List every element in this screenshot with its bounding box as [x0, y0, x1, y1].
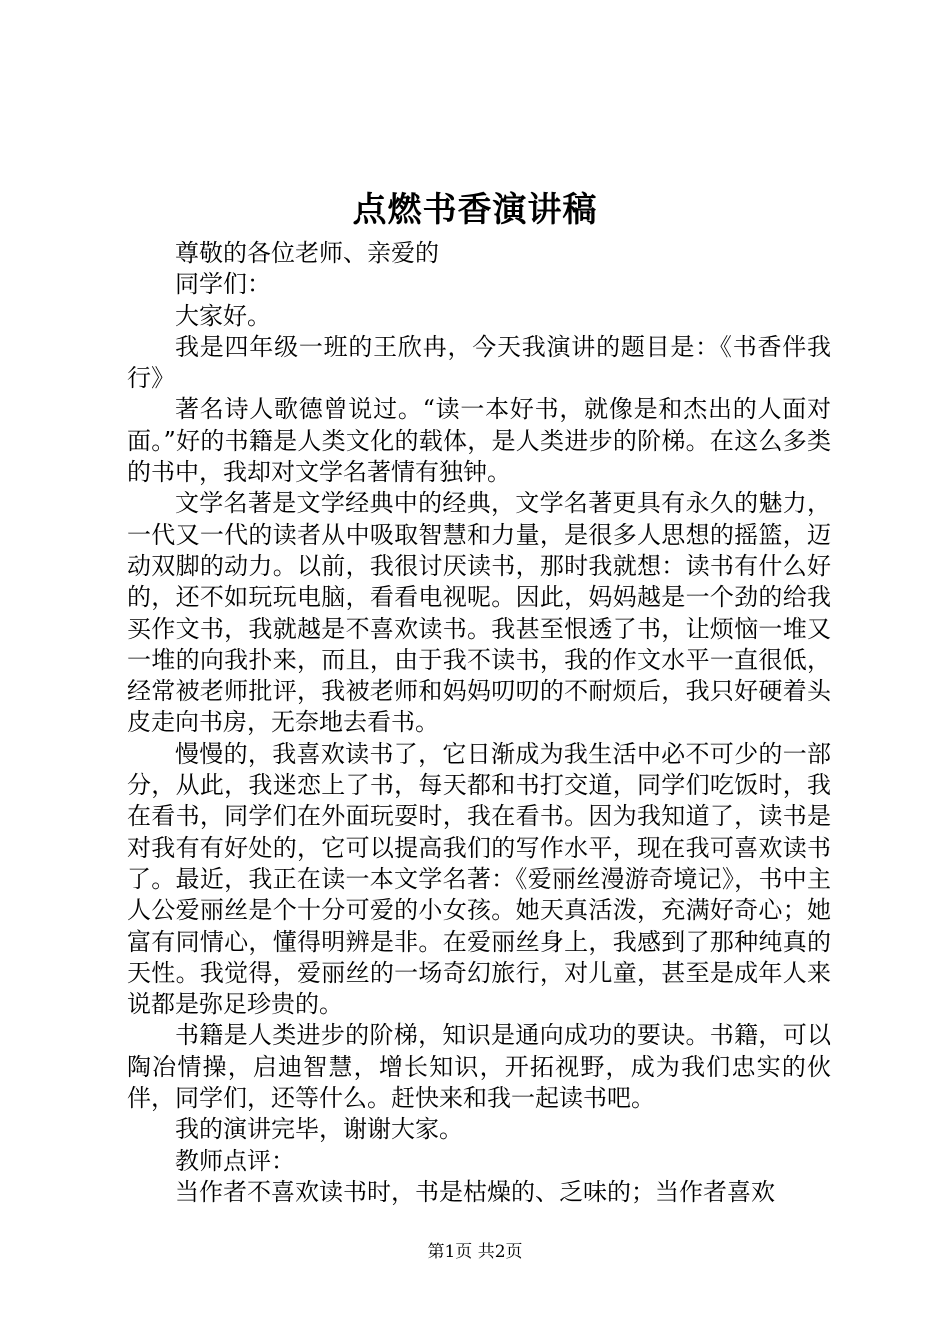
paragraph-closing: 我的演讲完毕，谢谢大家。	[175, 1115, 463, 1144]
paragraph-classics: 文学名著是文学经典中的经典，文学名著更具有永久的魅力，一代又一代的读者从中吸取智慧和力量，是很多人思想的摇篮，迈动双脚的动力。以前，我很讨厌读书，那时我就想：读书有什么好的，还不如玩玩电脑，看看电视呢。因此，妈妈越是一个劲的给我买作文书，我就越是不喜欢读书。我甚至恨透了书，让烦恼一堆又一堆的向我扑来，而且，由于我不读书，我的作文水平一直很低，经常被老师批评，我被老师和妈妈叨叨的不耐烦后，我只好硬着头皮走向书房，无奈地去看书。	[127, 489, 831, 737]
document-title: 点燃书香演讲稿	[352, 190, 598, 230]
paragraph-books-ladder: 书籍是人类进步的阶梯，知识是通向成功的要诀。书籍，可以陶冶情操，启迪智慧，增长知识，开拓视野，成为我们忠实的伙伴，同学们，还等什么。赶快来和我一起读书吧。	[127, 1021, 831, 1113]
document-body	[127, 238, 831, 1208]
page-footer: 第1页 共2页	[427, 1242, 523, 1262]
paragraph-salutation: 尊敬的各位老师、亲爱的	[175, 239, 439, 267]
paragraph-love-reading: 慢慢的，我喜欢读书了，它日渐成为我生活中必不可少的一部分，从此，我迷恋上了书，每天都和书打交道，同学们吃饭时，我在看书，同学们在外面玩耍时，我在看书。因为我知道了，读书是对我有有好处的，它可以提高我们的写作水平，现在我可喜欢读书了。最近，我正在读一本文学名著：《爱丽丝漫游奇境记》，书中主人公爱丽丝是个十分可爱的小女孩。她天真活泼，充满好奇心；她富有同情心，懂得明辨是非。在爱丽丝身上，我感到了那种纯真的天性。我觉得，爱丽丝的一场奇幻旅行，对儿童，甚至是成年人来说都是弥足珍贵的。	[127, 739, 831, 1019]
paragraph-goethe-quote: 著名诗人歌德曾说过。“读一本好书，就像是和杰出的人面对面。”好的书籍是人类文化的载体，是人类进步的阶梯。在这么多类的书中，我却对文学名著情有独钟。	[127, 395, 831, 487]
paragraph-teacher-comment: 当作者不喜欢读书时，书是枯燥的、乏味的；当作者喜欢	[175, 1177, 775, 1206]
paragraph-greeting: 大家好。	[175, 301, 271, 330]
paragraph-salutation-cont: 同学们：	[175, 270, 271, 299]
paragraph-teacher-comment-label: 教师点评：	[175, 1146, 295, 1175]
paragraph-intro: 我是四年级一班的王欣冉，今天我演讲的题目是：《书香伴我行》	[127, 332, 831, 393]
